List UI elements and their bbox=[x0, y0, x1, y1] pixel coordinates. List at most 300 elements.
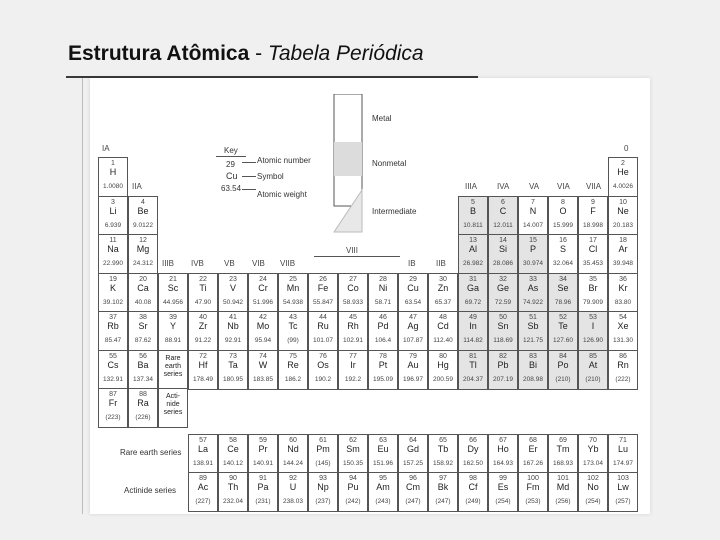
element-ne bbox=[608, 196, 638, 236]
atomic-weight: 207.19 bbox=[493, 375, 513, 383]
atomic-weight: 10.811 bbox=[463, 221, 483, 229]
atomic-weight: 158.92 bbox=[433, 460, 453, 467]
atomic-weight: 39.102 bbox=[103, 298, 123, 306]
atomic-number: 16 bbox=[559, 237, 567, 244]
atomic-number: 21 bbox=[169, 275, 177, 283]
slide-divider bbox=[82, 78, 83, 514]
element-au bbox=[398, 350, 428, 390]
atomic-number: 69 bbox=[559, 437, 567, 444]
element-symbol: In bbox=[469, 321, 477, 331]
atomic-number: 33 bbox=[529, 275, 537, 283]
atomic-weight: 126.90 bbox=[583, 337, 603, 344]
atomic-number: 88 bbox=[139, 391, 147, 398]
atomic-weight: 95.94 bbox=[254, 337, 272, 344]
atomic-number: 36 bbox=[619, 275, 627, 283]
atomic-weight: 204.37 bbox=[463, 375, 483, 383]
atomic-weight: 54.938 bbox=[283, 298, 303, 306]
atomic-number: 87 bbox=[109, 391, 117, 398]
atomic-number: 41 bbox=[229, 314, 237, 321]
atomic-weight: 18.998 bbox=[583, 221, 603, 229]
element-al bbox=[458, 234, 488, 274]
atomic-number: 45 bbox=[349, 314, 357, 321]
element-symbol: Eu bbox=[377, 444, 389, 454]
atomic-number: 23 bbox=[229, 275, 237, 283]
element-symbol: Pr bbox=[258, 444, 268, 454]
atomic-weight: 168.93 bbox=[553, 460, 573, 467]
atomic-weight: 190.2 bbox=[314, 375, 332, 383]
atomic-weight: 20.183 bbox=[613, 221, 633, 229]
element-pr bbox=[248, 434, 278, 474]
legend-intermediate: Intermediate bbox=[372, 207, 417, 216]
atomic-weight: 14.007 bbox=[523, 221, 543, 229]
atomic-number: 72 bbox=[199, 352, 207, 360]
element-symbol: At bbox=[588, 359, 598, 370]
legend-nonmetal: Nonmetal bbox=[372, 159, 407, 168]
element-tl bbox=[458, 350, 488, 390]
atomic-number: 57 bbox=[199, 437, 207, 444]
element-sr bbox=[128, 311, 158, 351]
atomic-weight: 167.26 bbox=[523, 460, 543, 467]
atomic-number: 103 bbox=[617, 475, 629, 482]
atomic-weight: 50.942 bbox=[223, 298, 243, 306]
element-cs bbox=[98, 350, 128, 390]
atomic-number: 90 bbox=[229, 475, 237, 482]
element-lu bbox=[608, 434, 638, 474]
group-label-iva: IVA bbox=[497, 182, 510, 191]
element-ni bbox=[368, 273, 398, 313]
atomic-weight: (99) bbox=[287, 337, 299, 344]
element-es bbox=[488, 472, 518, 512]
element-symbol: Pd bbox=[377, 321, 389, 331]
element-symbol: P bbox=[529, 244, 536, 254]
element-s bbox=[548, 234, 578, 274]
atomic-number: 102 bbox=[587, 475, 599, 482]
atomic-weight: (254) bbox=[585, 498, 601, 505]
title-separator: - bbox=[249, 42, 268, 65]
element-symbol: Np bbox=[317, 482, 329, 492]
atomic-weight: 112.40 bbox=[433, 337, 453, 344]
element-bi bbox=[518, 350, 548, 390]
element-re bbox=[278, 350, 308, 390]
atomic-weight: 127.60 bbox=[553, 337, 573, 344]
element-rb bbox=[98, 311, 128, 351]
element-symbol: Mn bbox=[286, 282, 300, 293]
element-pt bbox=[368, 350, 398, 390]
element-o bbox=[548, 196, 578, 236]
group-label-iia: IIA bbox=[132, 182, 142, 191]
element-lw bbox=[608, 472, 638, 512]
element-symbol: Mg bbox=[136, 244, 150, 254]
element-symbol: C bbox=[499, 205, 507, 216]
title-subtitle: Tabela Periódica bbox=[267, 42, 424, 65]
atomic-number: 96 bbox=[409, 475, 417, 482]
element-h bbox=[98, 157, 128, 197]
atomic-weight: 208.98 bbox=[523, 375, 543, 383]
element-symbol: Tl bbox=[469, 359, 477, 370]
atomic-number: 10 bbox=[619, 198, 627, 206]
atomic-number: 84 bbox=[559, 352, 567, 360]
element-symbol: Pt bbox=[378, 359, 388, 370]
element-symbol: Zr bbox=[198, 321, 208, 331]
atomic-number: 32 bbox=[499, 275, 507, 283]
element-symbol: He bbox=[617, 167, 629, 177]
atomic-weight: (222) bbox=[615, 375, 631, 383]
atomic-number: 50 bbox=[499, 314, 507, 321]
element-se bbox=[548, 273, 578, 313]
atomic-weight: 6.939 bbox=[104, 221, 122, 229]
atomic-weight: 157.25 bbox=[403, 460, 423, 467]
element-symbol: Rb bbox=[107, 321, 119, 331]
atomic-weight: 58.933 bbox=[343, 298, 363, 306]
atomic-number: 31 bbox=[469, 275, 477, 283]
atomic-weight: 47.90 bbox=[194, 298, 212, 306]
element-zr bbox=[188, 311, 218, 351]
element-symbol: Hf bbox=[198, 359, 208, 370]
atomic-weight: 44.956 bbox=[163, 298, 183, 306]
element-hg bbox=[428, 350, 458, 390]
element-symbol: Fm bbox=[526, 482, 540, 492]
group-viii-bracket bbox=[314, 256, 400, 257]
element-ra bbox=[128, 388, 158, 428]
element-symbol: H bbox=[109, 167, 117, 177]
element-symbol: Zn bbox=[437, 282, 449, 293]
element-ga bbox=[458, 273, 488, 313]
atomic-weight: 144.24 bbox=[283, 460, 303, 467]
element-symbol: No bbox=[587, 482, 599, 492]
atomic-number: 30 bbox=[439, 275, 447, 283]
group-label-0: 0 bbox=[624, 144, 629, 153]
element-symbol: Cl bbox=[588, 244, 598, 254]
atomic-weight: 63.54 bbox=[404, 298, 422, 306]
atomic-number: 51 bbox=[529, 314, 537, 321]
element-er bbox=[518, 434, 548, 474]
atomic-number: 93 bbox=[319, 475, 327, 482]
element-symbol: Hg bbox=[437, 359, 449, 370]
atomic-weight: 28.086 bbox=[493, 260, 513, 267]
atomic-number: 19 bbox=[109, 275, 117, 283]
atomic-weight: (257) bbox=[615, 498, 631, 505]
atomic-number: 39 bbox=[169, 314, 177, 321]
atomic-number: 1 bbox=[111, 160, 115, 167]
element-symbol: V bbox=[229, 282, 236, 293]
atomic-weight: 121.75 bbox=[523, 337, 543, 344]
key-title: Key bbox=[224, 146, 238, 155]
atomic-number: 22 bbox=[199, 275, 207, 283]
atomic-number: 17 bbox=[589, 237, 597, 244]
element-pb bbox=[488, 350, 518, 390]
element-cu bbox=[398, 273, 428, 313]
atomic-weight: 138.91 bbox=[193, 460, 213, 467]
element-at bbox=[578, 350, 608, 390]
atomic-number: 92 bbox=[289, 475, 297, 482]
element-symbol: Ar bbox=[618, 244, 628, 254]
atomic-weight: 88.91 bbox=[164, 337, 182, 344]
atomic-number: 25 bbox=[289, 275, 297, 283]
element-te bbox=[548, 311, 578, 351]
atomic-weight: (247) bbox=[435, 498, 451, 505]
element-dy bbox=[458, 434, 488, 474]
atomic-number: 12 bbox=[139, 237, 147, 244]
element-br bbox=[578, 273, 608, 313]
element-symbol: Er bbox=[528, 444, 538, 454]
element-symbol: I bbox=[591, 321, 595, 331]
element-p bbox=[518, 234, 548, 274]
atomic-weight: (242) bbox=[345, 498, 361, 505]
atomic-weight: 40.08 bbox=[134, 298, 152, 306]
element-symbol: Nd bbox=[287, 444, 299, 454]
element-symbol: W bbox=[258, 359, 268, 370]
atomic-number: 11 bbox=[109, 237, 117, 244]
atomic-number: 64 bbox=[409, 437, 417, 444]
element-cd bbox=[428, 311, 458, 351]
element-symbol: K bbox=[109, 282, 116, 293]
element-symbol: Ag bbox=[407, 321, 419, 331]
element-symbol: Na bbox=[107, 244, 119, 254]
element-symbol: As bbox=[527, 282, 539, 293]
atomic-number: 29 bbox=[409, 275, 417, 283]
atomic-weight: 4.0026 bbox=[613, 183, 633, 190]
element-symbol: Rh bbox=[347, 321, 359, 331]
element-symbol: Md bbox=[556, 482, 570, 492]
element-tb bbox=[428, 434, 458, 474]
atomic-weight: (237) bbox=[315, 498, 331, 505]
element-symbol: Ti bbox=[199, 282, 207, 293]
atomic-number: 26 bbox=[319, 275, 327, 283]
atomic-weight: 140.12 bbox=[223, 460, 243, 467]
element-ho bbox=[488, 434, 518, 474]
atomic-number: 68 bbox=[529, 437, 537, 444]
atomic-weight: (210) bbox=[555, 375, 571, 383]
element-y bbox=[158, 311, 188, 351]
atomic-number: 37 bbox=[109, 314, 117, 321]
atomic-number: 53 bbox=[589, 314, 597, 321]
element-na bbox=[98, 234, 128, 274]
element-symbol: Po bbox=[557, 359, 569, 370]
element-symbol: Cr bbox=[258, 282, 268, 293]
element-i bbox=[578, 311, 608, 351]
element-symbol: Kr bbox=[618, 282, 628, 293]
element-symbol: Cm bbox=[406, 482, 420, 492]
element-symbol: Al bbox=[468, 244, 477, 254]
element-ru bbox=[308, 311, 338, 351]
group-label-iiia: IIIA bbox=[465, 182, 478, 191]
element-tm bbox=[548, 434, 578, 474]
element-symbol: Li bbox=[109, 205, 117, 216]
element-ce bbox=[218, 434, 248, 474]
element-symbol: Ta bbox=[228, 359, 238, 370]
atomic-number: 35 bbox=[589, 275, 597, 283]
element-symbol: Fe bbox=[317, 282, 329, 293]
atomic-number: 86 bbox=[619, 352, 627, 360]
atomic-number: 46 bbox=[379, 314, 387, 321]
atomic-number: 71 bbox=[619, 437, 627, 444]
group-label-iiib: IIIB bbox=[162, 259, 175, 268]
atomic-weight: (210) bbox=[585, 375, 601, 383]
element-la bbox=[188, 434, 218, 474]
element-rh bbox=[338, 311, 368, 351]
atomic-number: 91 bbox=[259, 475, 267, 482]
group-label-ib: IB bbox=[408, 259, 416, 268]
element-sm bbox=[338, 434, 368, 474]
group-label-viib: VIIB bbox=[280, 259, 296, 268]
atomic-weight: (254) bbox=[495, 498, 511, 505]
key-number: 29 bbox=[226, 160, 235, 169]
atomic-weight: 35.453 bbox=[583, 260, 603, 267]
page-title bbox=[68, 42, 424, 66]
element-symbol: Co bbox=[347, 282, 359, 293]
element-symbol: Sn bbox=[497, 321, 509, 331]
element-symbol: Ir bbox=[350, 359, 356, 370]
element-symbol: Sb bbox=[527, 321, 539, 331]
atomic-weight: 69.72 bbox=[464, 298, 482, 306]
atomic-number: 27 bbox=[349, 275, 357, 283]
element-pd bbox=[368, 311, 398, 351]
atomic-number: 18 bbox=[619, 237, 627, 244]
atomic-number: 6 bbox=[501, 198, 505, 206]
element-no bbox=[578, 472, 608, 512]
key-title-rule bbox=[216, 156, 246, 157]
atomic-weight: 162.50 bbox=[463, 460, 483, 467]
element-cl bbox=[578, 234, 608, 274]
key-arrow-weight bbox=[242, 189, 256, 190]
atomic-number: 2 bbox=[621, 160, 625, 167]
atomic-weight: 195.09 bbox=[373, 375, 393, 383]
atomic-number: 15 bbox=[529, 237, 537, 244]
atomic-weight: 55.847 bbox=[313, 298, 333, 306]
element-symbol: Mo bbox=[256, 321, 270, 331]
element-symbol: Pu bbox=[347, 482, 359, 492]
element-fm bbox=[518, 472, 548, 512]
element-symbol: Ca bbox=[137, 282, 149, 293]
element-symbol: Y bbox=[169, 321, 176, 331]
atomic-number: 28 bbox=[379, 275, 387, 283]
atomic-weight: 85.47 bbox=[104, 337, 122, 344]
atomic-number: 7 bbox=[531, 198, 535, 206]
element-sb bbox=[518, 311, 548, 351]
title-main: Estrutura Atômica bbox=[68, 42, 250, 65]
atomic-number: 99 bbox=[499, 475, 507, 482]
atomic-number: 48 bbox=[439, 314, 447, 321]
element-symbol: S bbox=[559, 244, 566, 254]
element-symbol: Nb bbox=[227, 321, 239, 331]
key-number-label: Atomic number bbox=[257, 156, 311, 165]
element-symbol: Br bbox=[588, 282, 598, 293]
element-cr bbox=[248, 273, 278, 313]
atomic-weight: 102.91 bbox=[343, 337, 363, 344]
atomic-number: 44 bbox=[319, 314, 327, 321]
element-li bbox=[98, 196, 128, 236]
element-fr bbox=[98, 388, 128, 428]
atomic-number: 13 bbox=[469, 237, 477, 244]
element-symbol: B bbox=[469, 205, 476, 216]
atomic-number: 52 bbox=[559, 314, 567, 321]
atomic-weight: 39.948 bbox=[613, 260, 633, 267]
atomic-number: 74 bbox=[259, 352, 267, 360]
element-mo bbox=[248, 311, 278, 351]
atomic-number: 78 bbox=[379, 352, 387, 360]
element-ta bbox=[218, 350, 248, 390]
element-symbol: Ho bbox=[497, 444, 509, 454]
atomic-weight: 65.37 bbox=[434, 298, 452, 306]
atomic-weight: 32.064 bbox=[553, 260, 573, 267]
element-be bbox=[128, 196, 158, 236]
atomic-weight: 51.996 bbox=[253, 298, 273, 306]
atomic-number: 62 bbox=[349, 437, 357, 444]
group-label-via: VIA bbox=[557, 182, 570, 191]
atomic-weight: 114.82 bbox=[463, 337, 483, 344]
atomic-number: 100 bbox=[527, 475, 539, 482]
atomic-number: 61 bbox=[319, 437, 327, 444]
element-symbol: Bi bbox=[528, 359, 537, 370]
element-si bbox=[488, 234, 518, 274]
atomic-number: 77 bbox=[349, 352, 357, 360]
element-symbol: Se bbox=[557, 282, 569, 293]
element-eu bbox=[368, 434, 398, 474]
element-symbol: Tm bbox=[556, 444, 570, 454]
element-he bbox=[608, 157, 638, 197]
element-symbol: Os bbox=[317, 359, 329, 370]
element-symbol: Pb bbox=[497, 359, 509, 370]
actinide-series-label: Actinide series bbox=[124, 486, 177, 495]
atomic-weight: 178.49 bbox=[193, 375, 213, 383]
atomic-weight: 78.96 bbox=[554, 298, 572, 306]
atomic-weight: 92.91 bbox=[224, 337, 242, 344]
atomic-weight: 174.97 bbox=[613, 460, 633, 467]
element-zn bbox=[428, 273, 458, 313]
atomic-weight: 140.91 bbox=[253, 460, 273, 467]
group-label-viii: VIII bbox=[346, 246, 359, 255]
element-symbol: Cs bbox=[107, 359, 119, 370]
atomic-number: 67 bbox=[499, 437, 507, 444]
element-symbol: Dy bbox=[467, 444, 479, 454]
element-ag bbox=[398, 311, 428, 351]
atomic-weight: (223) bbox=[105, 414, 121, 421]
element-rn bbox=[608, 350, 638, 390]
element-symbol: O bbox=[559, 205, 567, 216]
atomic-number: 4 bbox=[141, 198, 145, 206]
element-symbol: Sm bbox=[346, 444, 360, 454]
element-symbol: Am bbox=[376, 482, 390, 492]
atomic-weight: 87.62 bbox=[134, 337, 152, 344]
key-weight-label: Atomic weight bbox=[257, 190, 307, 199]
element-ca bbox=[128, 273, 158, 313]
group-label-viia: VIIA bbox=[586, 182, 602, 191]
element-symbol: Th bbox=[227, 482, 239, 492]
atomic-number: 97 bbox=[439, 475, 447, 482]
element-symbol: F bbox=[590, 205, 596, 216]
element-symbol: Si bbox=[498, 244, 507, 254]
element-xe bbox=[608, 311, 638, 351]
atomic-weight: 180.95 bbox=[223, 375, 243, 383]
atomic-number: 40 bbox=[199, 314, 207, 321]
element-c bbox=[488, 196, 518, 236]
atomic-weight: 131.30 bbox=[613, 337, 633, 344]
atomic-weight: 26.982 bbox=[463, 260, 483, 267]
atomic-number: 14 bbox=[499, 237, 507, 244]
element-n bbox=[518, 196, 548, 236]
element-symbol: La bbox=[197, 444, 208, 454]
element-f bbox=[578, 196, 608, 236]
atomic-number: 60 bbox=[289, 437, 297, 444]
atomic-weight: (231) bbox=[255, 498, 271, 505]
element-pu bbox=[338, 472, 368, 512]
atomic-weight: 24.312 bbox=[133, 260, 153, 267]
atomic-weight: 72.59 bbox=[494, 298, 512, 306]
element-symbol: Sr bbox=[138, 321, 148, 331]
atomic-number: 89 bbox=[199, 475, 207, 482]
atomic-weight: (145) bbox=[315, 460, 331, 467]
element-symbol: Gd bbox=[406, 444, 419, 454]
